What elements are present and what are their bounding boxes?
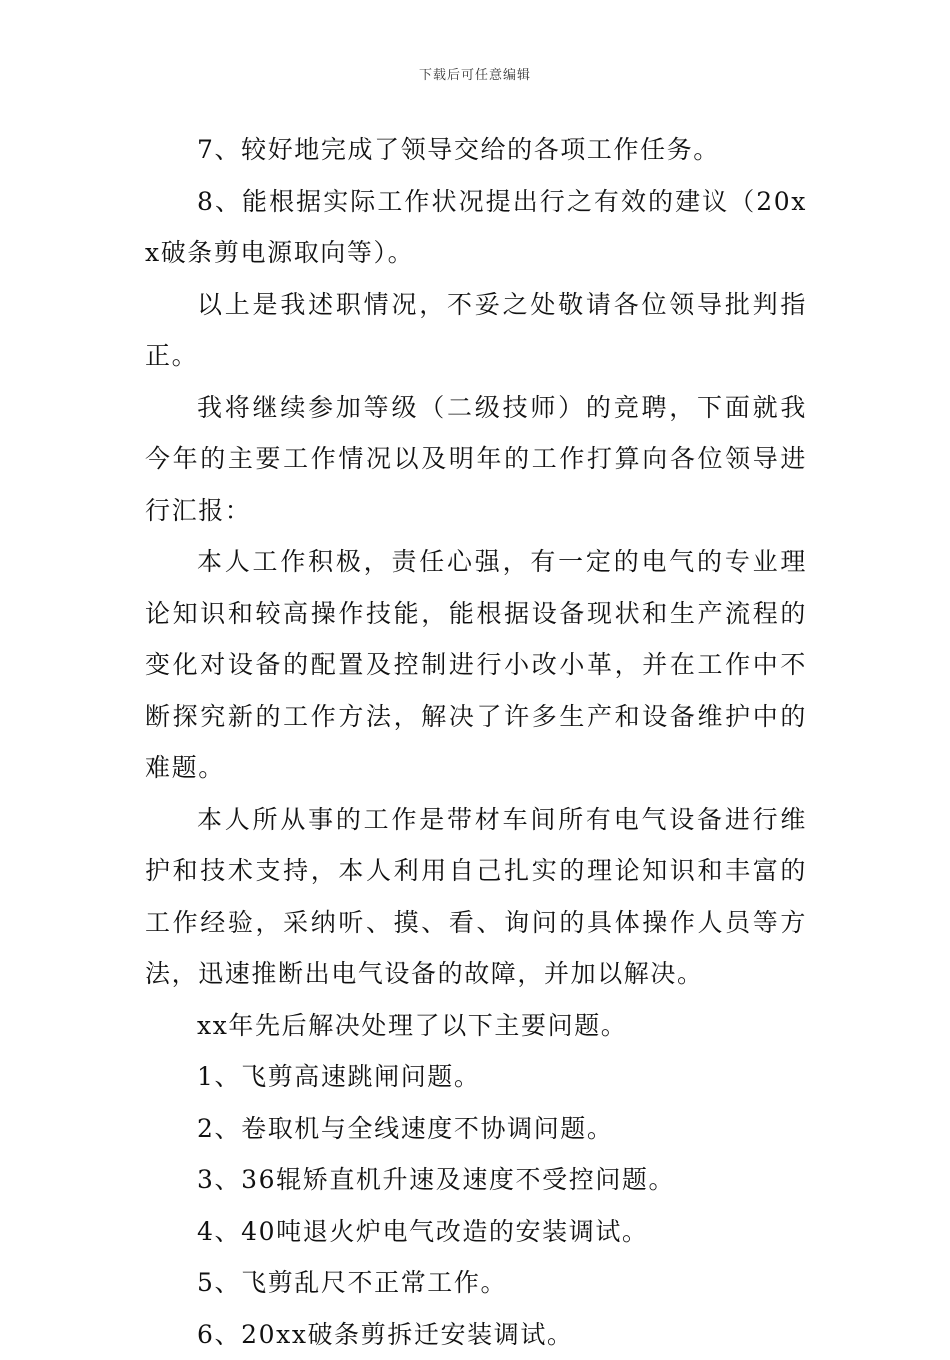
- list-item-problem-4: 4、40吨退火炉电气改造的安装调试。: [145, 1206, 807, 1258]
- paragraph-item-7: 7、较好地完成了领导交给的各项工作任务。: [145, 124, 807, 176]
- paragraph-work-attitude: 本人工作积极，责任心强，有一定的电气的专业理论知识和较高操作技能，能根据设备现状和生产流程的变化对设备的配置及控制进行小改小革，并在工作中不断探究新的工作方法，解决了许多生产和设备维护中的难题。: [145, 536, 807, 794]
- list-item-problem-2: 2、卷取机与全线速度不协调问题。: [145, 1103, 807, 1155]
- paragraph-competition: 我将继续参加等级（二级技师）的竞聘，下面就我今年的主要工作情况以及明年的工作打算向各位领导进行汇报：: [145, 382, 807, 537]
- paragraph-summary: 以上是我述职情况，不妥之处敬请各位领导批判指正。: [145, 279, 807, 382]
- list-item-problem-6: 6、20xx破条剪拆迁安装调试。: [145, 1309, 807, 1360]
- document-body: [145, 124, 807, 1360]
- paragraph-problems-intro: xx年先后解决处理了以下主要问题。: [145, 1000, 807, 1052]
- list-item-problem-3: 3、36辊矫直机升速及速度不受控问题。: [145, 1154, 807, 1206]
- paragraph-work-scope: 本人所从事的工作是带材车间所有电气设备进行维护和技术支持，本人利用自己扎实的理论知识和丰富的工作经验，采纳听、摸、看、询问的具体操作人员等方法，迅速推断出电气设备的故障，并加以解决。: [145, 794, 807, 1000]
- paragraph-item-8: 8、能根据实际工作状况提出行之有效的建议（20xx破条剪电源取向等）。: [145, 176, 807, 279]
- list-item-problem-1: 1、飞剪高速跳闸问题。: [145, 1051, 807, 1103]
- list-item-problem-5: 5、飞剪乱尺不正常工作。: [145, 1257, 807, 1309]
- page-header-note: 下载后可任意编辑: [0, 64, 950, 83]
